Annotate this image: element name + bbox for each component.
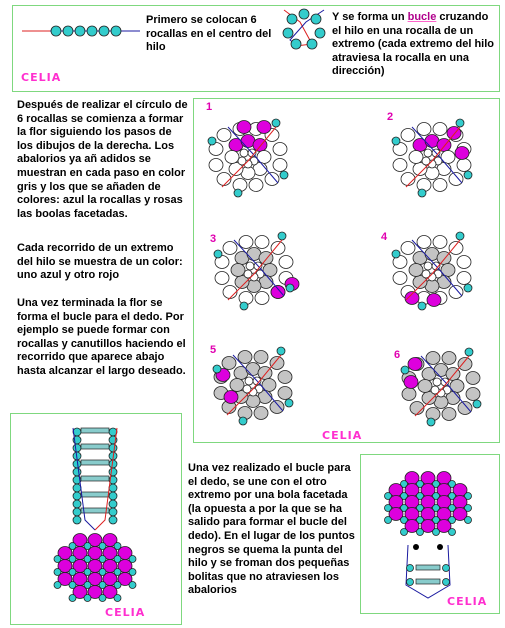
step-label-2: 2 (387, 111, 394, 123)
burn-point (413, 544, 419, 550)
seed-bead (69, 595, 76, 602)
bugle-bead (81, 508, 109, 513)
faceted-bead (217, 173, 231, 186)
watermark-top: CELIA (21, 71, 62, 84)
seed-bead (73, 492, 81, 500)
faceted-bead (418, 380, 432, 393)
faceted-bead (410, 402, 424, 415)
faceted-bead (279, 256, 293, 269)
faceted-bead (273, 143, 287, 156)
faceted-bead (223, 286, 237, 299)
seed-bead (129, 582, 136, 589)
faceted-bead (433, 236, 447, 249)
highlight-faceted-bead (224, 391, 238, 404)
seed-bead (73, 500, 81, 508)
seed-bead (239, 417, 247, 425)
step-label-3: 3 (210, 233, 217, 245)
faceted-bead (449, 242, 463, 255)
step-label-4: 4 (381, 231, 388, 243)
seed-bead (407, 565, 414, 572)
bugle-bead (416, 579, 440, 584)
faceted-bead (393, 159, 407, 172)
highlight-faceted-bead (427, 294, 441, 307)
seed-bead (84, 595, 91, 602)
faceted-bead (249, 179, 263, 192)
seed-bead (73, 508, 81, 516)
seed-bead (424, 262, 432, 270)
seed-bead (417, 529, 424, 536)
faceted-bead (449, 286, 463, 299)
seed-bead (392, 137, 400, 145)
seed-bead (291, 39, 301, 49)
faceted-bead (255, 292, 269, 305)
ring-loop-thread (406, 545, 450, 598)
watermark-bottom-right: CELIA (447, 595, 488, 608)
seed-bead (214, 250, 222, 258)
faceted-bead (449, 173, 463, 186)
seed-bead (73, 468, 81, 476)
seed-bead (109, 500, 117, 508)
step-label-5: 5 (210, 344, 217, 356)
instructions-paragraph-3: Una vez terminada la flor se forma el bucle para el dedo. Por ejemplo se puede formar con rocallas y canutillos haciendo el recorrido que aparece abajo hasta alcanzar el largo deseado. (17, 297, 186, 377)
seed-bead (73, 484, 81, 492)
seed-bead (401, 529, 408, 536)
watermark-steps: CELIA (322, 429, 363, 442)
faceted-bead (457, 256, 471, 269)
bugle-bead (81, 460, 109, 465)
seed-bead (75, 26, 85, 36)
seed-bead (213, 365, 221, 373)
seed-bead (401, 366, 409, 374)
seed-bead (465, 517, 472, 524)
bugle-bead (416, 565, 440, 570)
seed-bead (427, 418, 435, 426)
seed-bead (109, 444, 117, 452)
highlight-faceted-bead (404, 376, 418, 389)
seed-bead (464, 171, 472, 179)
seed-bead (63, 26, 73, 36)
bugle-bead (81, 492, 109, 497)
step2-text-post: cruzando el hilo en una rocalla de un extremo (cada extremo del hilo atraviesa la rocalla en una dirección) (332, 11, 494, 78)
seed-bead (99, 26, 109, 36)
seed-bead (299, 9, 309, 19)
faceted-bead (238, 351, 252, 364)
faceted-bead (433, 123, 447, 136)
faceted-bead (393, 272, 407, 285)
faceted-bead (458, 358, 472, 371)
highlight-faceted-bead (455, 147, 469, 160)
seed-bead (307, 39, 317, 49)
seed-bead (240, 302, 248, 310)
faceted-bead (225, 151, 239, 164)
seed-bead (109, 516, 117, 524)
faceted-bead (401, 242, 415, 255)
seed-bead (109, 508, 117, 516)
seed-bead (283, 28, 293, 38)
faceted-bead (426, 352, 440, 365)
faceted-bead (466, 388, 480, 401)
faceted-bead (222, 357, 236, 370)
step-label-1: 1 (206, 101, 213, 113)
seed-bead (465, 348, 473, 356)
faceted-bead (215, 272, 229, 285)
seed-bead (109, 484, 117, 492)
faceted-bead (417, 236, 431, 249)
faceted-bead (273, 159, 287, 172)
seed-bead (111, 26, 121, 36)
seed-bead (449, 529, 456, 536)
faceted-bead (255, 236, 269, 249)
faceted-bead (442, 408, 456, 421)
closing-instructions: Una vez realizado el bucle para el dedo, se une con el otro extremo por una bola facetada (la opuesta a por la que se ha salido para formar el bucle del dedo). En el lugar de los puntos negros se quema la punta del hilo y se froman dos pequeñas bolitas que no atraviesen los abalorios (188, 462, 355, 597)
seed-bead (443, 565, 450, 572)
seed-bead (246, 262, 254, 270)
seed-bead (456, 119, 464, 127)
seed-bead (234, 189, 242, 197)
faceted-bead (265, 173, 279, 186)
seed-bead (407, 579, 414, 586)
faceted-bead (278, 371, 292, 384)
seed-bead (285, 399, 293, 407)
faceted-bead (457, 159, 471, 172)
faceted-bead (270, 357, 284, 370)
faceted-bead (217, 129, 231, 142)
seed-bead (311, 14, 321, 24)
faceted-bead (270, 401, 284, 414)
highlight-faceted-bead (237, 121, 251, 134)
seed-bead (109, 468, 117, 476)
seed-bead (208, 137, 216, 145)
faceted-bead (254, 407, 268, 420)
seed-bead (473, 400, 481, 408)
seed-bead (245, 377, 253, 385)
seed-bead (464, 284, 472, 292)
highlight-faceted-bead (408, 358, 422, 371)
step-label-6: 6 (394, 349, 401, 361)
burn-point (437, 544, 443, 550)
seed-bead (109, 492, 117, 500)
seed-bead (280, 171, 288, 179)
seed-bead (240, 149, 248, 157)
seed-bead (418, 302, 426, 310)
instructions-paragraph-2: Cada recorrido de un extremo del hilo se muestra de un color: uno azul y otro rojo (17, 242, 183, 282)
seed-bead (424, 149, 432, 157)
highlight-faceted-bead (271, 286, 285, 299)
seed-bead (287, 14, 297, 24)
seed-bead (443, 579, 450, 586)
seed-bead (51, 26, 61, 36)
bugle-bead (81, 444, 109, 449)
seed-bead (315, 28, 325, 38)
faceted-bead (433, 179, 447, 192)
seed-bead (286, 284, 294, 292)
seed-bead (456, 232, 464, 240)
faceted-bead (239, 236, 253, 249)
watermark-bottom-left: CELIA (105, 606, 146, 619)
faceted-bead (231, 264, 245, 277)
seed-bead (73, 516, 81, 524)
faceted-bead (409, 151, 423, 164)
faceted-bead (409, 264, 423, 277)
faceted-bead (223, 242, 237, 255)
seed-bead (99, 595, 106, 602)
faceted-bead (457, 272, 471, 285)
bugle-bead (81, 476, 109, 481)
seed-bead (392, 250, 400, 258)
instructions-paragraph-1: Después de realizar el círculo de 6 rocallas se comienza a formar la flor siguiendo los pasos de los dibujos de la derecha. Los abalorios ya añ adidos se muestran en cada paso en color gris y los que se añaden de colores: azul la rocallas y rosas las boolas facetadas. (17, 99, 188, 220)
seed-bead (272, 119, 280, 127)
faceted-bead (401, 173, 415, 186)
step1-text: Primero se colocan 6 rocallas en el centro del hilo (146, 14, 272, 54)
seed-bead (73, 444, 81, 452)
seed-bead (433, 529, 440, 536)
faceted-bead (442, 352, 456, 365)
seed-bead (114, 595, 121, 602)
highlight-faceted-bead (257, 121, 271, 134)
seed-bead (418, 189, 426, 197)
seed-bead (385, 517, 392, 524)
faceted-bead (401, 129, 415, 142)
bugle-bead (81, 428, 109, 433)
faceted-bead (209, 159, 223, 172)
step2-bucle-word: bucle (407, 11, 437, 23)
seed-bead (87, 26, 97, 36)
faceted-bead (402, 388, 416, 401)
seed-bead (433, 378, 441, 386)
seed-bead (277, 347, 285, 355)
faceted-bead (278, 387, 292, 400)
faceted-bead (458, 402, 472, 415)
seed-bead (54, 582, 61, 589)
seed-bead (278, 232, 286, 240)
faceted-bead (230, 379, 244, 392)
faceted-bead (271, 242, 285, 255)
step2-text-pre: Y se forma un (332, 11, 408, 23)
faceted-bead (417, 123, 431, 136)
faceted-bead (254, 351, 268, 364)
faceted-bead (466, 372, 480, 385)
